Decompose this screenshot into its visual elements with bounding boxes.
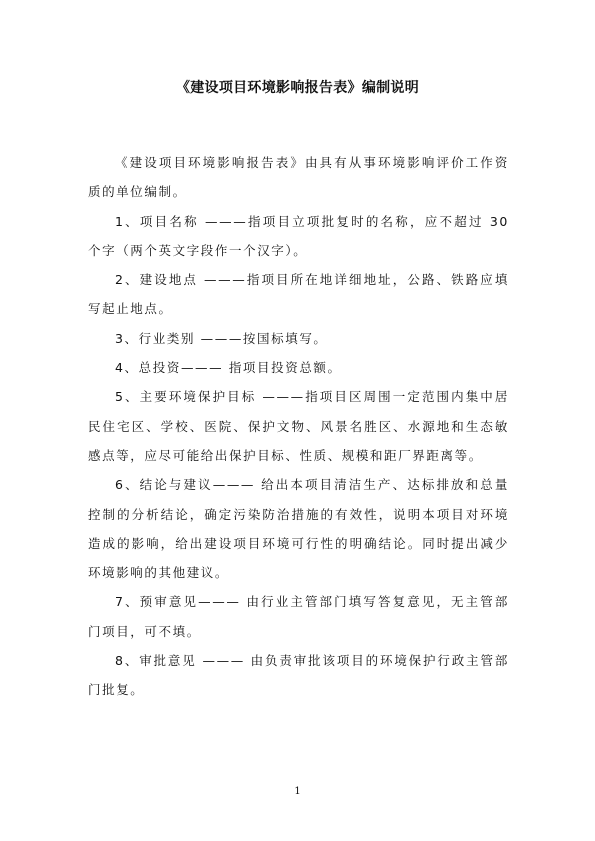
document-body <box>88 148 509 705</box>
item-approval-opinion: 8、审批意见 ——— 由负责审批该项目的环境保护行政主管部门批复。 <box>88 653 509 698</box>
item-total-investment: 4、总投资——— 指项目投资总额。 <box>115 360 342 376</box>
page-number: 1 <box>294 786 301 797</box>
document-title: 《建设项目环境影响报告表》编制说明 <box>175 80 420 96</box>
item-conclusions: 6、结论与建议——— 给出本项目清洁生产、达标排放和总量控制的分析结论，确定污染防治措施的有效性，说明本项目对环境造成的影响，给出建设项目环境可行性的明确结论。同时提出减少环境影响的其他建议。 <box>88 477 509 581</box>
item-project-name: 1、项目名称 ———指项目立项批复时的名称，应不超过 30 个字（两个英文字段作一个汉字）。 <box>88 213 509 258</box>
item-construction-site: 2、建设地点 ———指项目所在地详细地址，公路、铁路应填写起止地点。 <box>88 272 509 317</box>
item-preliminary-review: 7、预审意见——— 由行业主管部门填写答复意见，无主管部门项目，可不填。 <box>88 594 509 639</box>
item-protection-targets: 5、主要环境保护目标 ———指项目区周围一定范围内集中居民住宅区、学校、医院、保护文物、风景名胜区、水源地和生态敏感点等，应尽可能给出保护目标、性质、规模和距厂界距离等。 <box>88 389 509 463</box>
intro-paragraph: 《建设项目环境影响报告表》由具有从事环境影响评价工作资质的单位编制。 <box>88 155 509 200</box>
item-industry-category: 3、行业类别 ———按国标填写。 <box>115 330 328 346</box>
